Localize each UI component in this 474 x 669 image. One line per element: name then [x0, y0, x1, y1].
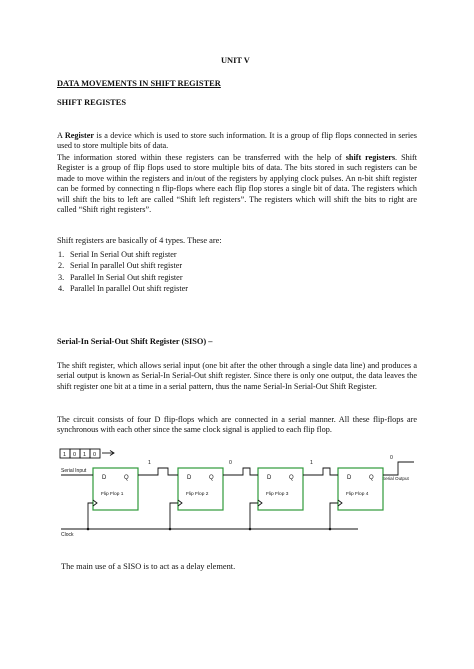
q3-d4-wire [303, 468, 338, 475]
clock-tap-4 [330, 503, 338, 529]
bit-mark: 1 [310, 460, 313, 466]
flip-flop-4-box [338, 468, 383, 510]
list-item-number: 3. [58, 272, 65, 282]
intro-p1-start: A [57, 131, 65, 140]
flip-flop-2-box [178, 468, 223, 510]
siso-heading: Serial-In Serial-Out Shift Register (SISO) – [57, 337, 213, 346]
serial-output-text: Serial Output [382, 476, 409, 481]
q-pin-label: Q [289, 475, 294, 481]
list-item-number: 4. [58, 284, 65, 294]
intro-paragraph-2 [57, 153, 417, 215]
clock-edge-4 [338, 500, 342, 506]
list-item [58, 249, 188, 260]
intro-paragraph-1 [57, 131, 417, 152]
input-bit-boxes [60, 449, 114, 458]
clock-edge-3 [258, 500, 262, 506]
list-item-label: Parallel In Serial Out shift register [70, 272, 183, 282]
list-item [58, 260, 188, 271]
list-item [58, 272, 188, 283]
bit-mark: 0 [229, 460, 232, 466]
list-item-number: 1. [58, 250, 65, 259]
flip-flop-4-label: Flip Flop 4 [346, 492, 369, 497]
list-item-label: Parallel In parallel Out shift register [70, 284, 188, 294]
flip-flop-pins [102, 475, 374, 481]
input-bit: 0 [93, 452, 97, 458]
serial-input-label: Serial Input [61, 468, 87, 474]
list-item-label: Serial In parallel Out shift register [70, 261, 183, 271]
unit-heading: UNIT V [221, 56, 250, 65]
siso-paragraph-2: The circuit consists of four D flip-flops which are connected in a serial manner. All these flip-flops are synchronous with each other since the same clock signal is applied to each flip flop. [57, 415, 417, 435]
d-pin-label: D [267, 475, 272, 481]
list-item-number: 2. [58, 261, 65, 271]
siso-circuit-diagram [58, 448, 418, 548]
intro-p2-bold: shift registers [345, 153, 396, 162]
clock-edge-2 [178, 500, 182, 506]
intro-p1-bold: Register [64, 131, 94, 140]
q-pin-label: Q [369, 475, 374, 481]
input-bit: 1 [63, 452, 67, 458]
intro-p2-start: The information stored within these registers can be transferred with the help of [57, 153, 346, 162]
d-pin-label: D [187, 475, 192, 481]
clock-tap-1 [88, 503, 93, 529]
list-item-label: Serial In Serial Out shift register [70, 250, 177, 259]
intro-p1-rest: is a device which is used to store such information. It is a group of flip flops connected in series used to store multiple bits of data. [57, 131, 417, 151]
q-pin-label: Q [124, 475, 129, 481]
register-types-list [58, 249, 188, 295]
clock-tap-2 [170, 503, 178, 529]
flip-flop-1-label: Flip Flop 1 [101, 492, 124, 497]
input-bits [63, 452, 96, 458]
input-bit: 1 [83, 452, 87, 458]
junction-dot [169, 528, 172, 531]
d-pin-label: D [102, 475, 107, 481]
junction-dot [249, 528, 252, 531]
input-bit: 0 [73, 452, 77, 458]
bit-mark: 0 [390, 455, 393, 461]
q-pin-label: Q [209, 475, 214, 481]
siso-paragraph-1: The shift register, which allows serial input (one bit after the other through a single data line) and produces a serial output is known as Serial-In Serial-Out shift register. Since there is only one output, the data leaves the shift register one bit at a time in a serial pattern, thus the name Serial-In Serial-Out Shift Register. [57, 361, 417, 391]
q1-d2-wire [138, 468, 178, 475]
bit-marks [148, 455, 393, 466]
serial-output-label [382, 476, 410, 481]
d-pin-label: D [347, 475, 352, 481]
intro-p2-rest: . Shift Register is a group of flip flops used to store multiple bits of data. The bits stored in such registers can be made to move within the registers and in/out of the registers by applying clock pulses. An n-bit shift register can be formed by connecting n flip-flops where each flip flop stores a single bit of data. The registers which will shift the bits to left are called “Shift left registers”. The registers which will shift the bits to right are called “Shift right registers”. [57, 153, 417, 215]
subsection-title: SHIFT REGISTES [57, 98, 126, 107]
clock-tap-3 [250, 503, 258, 529]
flip-flop-3-label: Flip Flop 3 [266, 492, 289, 497]
junction-dot [87, 528, 90, 531]
flip-flop-boxes [93, 468, 383, 510]
flip-flop-labels [101, 491, 369, 497]
closing-sentence: The main use of a SISO is to act as a delay element. [61, 562, 236, 571]
list-item [58, 283, 188, 294]
section-title: DATA MOVEMENTS IN SHIFT REGISTER [57, 79, 221, 88]
intro-paragraph-3: Shift registers are basically of 4 types. These are: [57, 236, 222, 245]
flip-flop-3-box [258, 468, 303, 510]
clock-label: Clock [61, 532, 74, 538]
q2-d3-wire [223, 468, 258, 475]
flip-flop-1-box [93, 468, 138, 510]
junction-dot [329, 528, 332, 531]
flip-flop-2-label: Flip Flop 2 [186, 492, 209, 497]
serial-output-wire [383, 462, 414, 475]
bit-mark: 1 [148, 460, 151, 466]
